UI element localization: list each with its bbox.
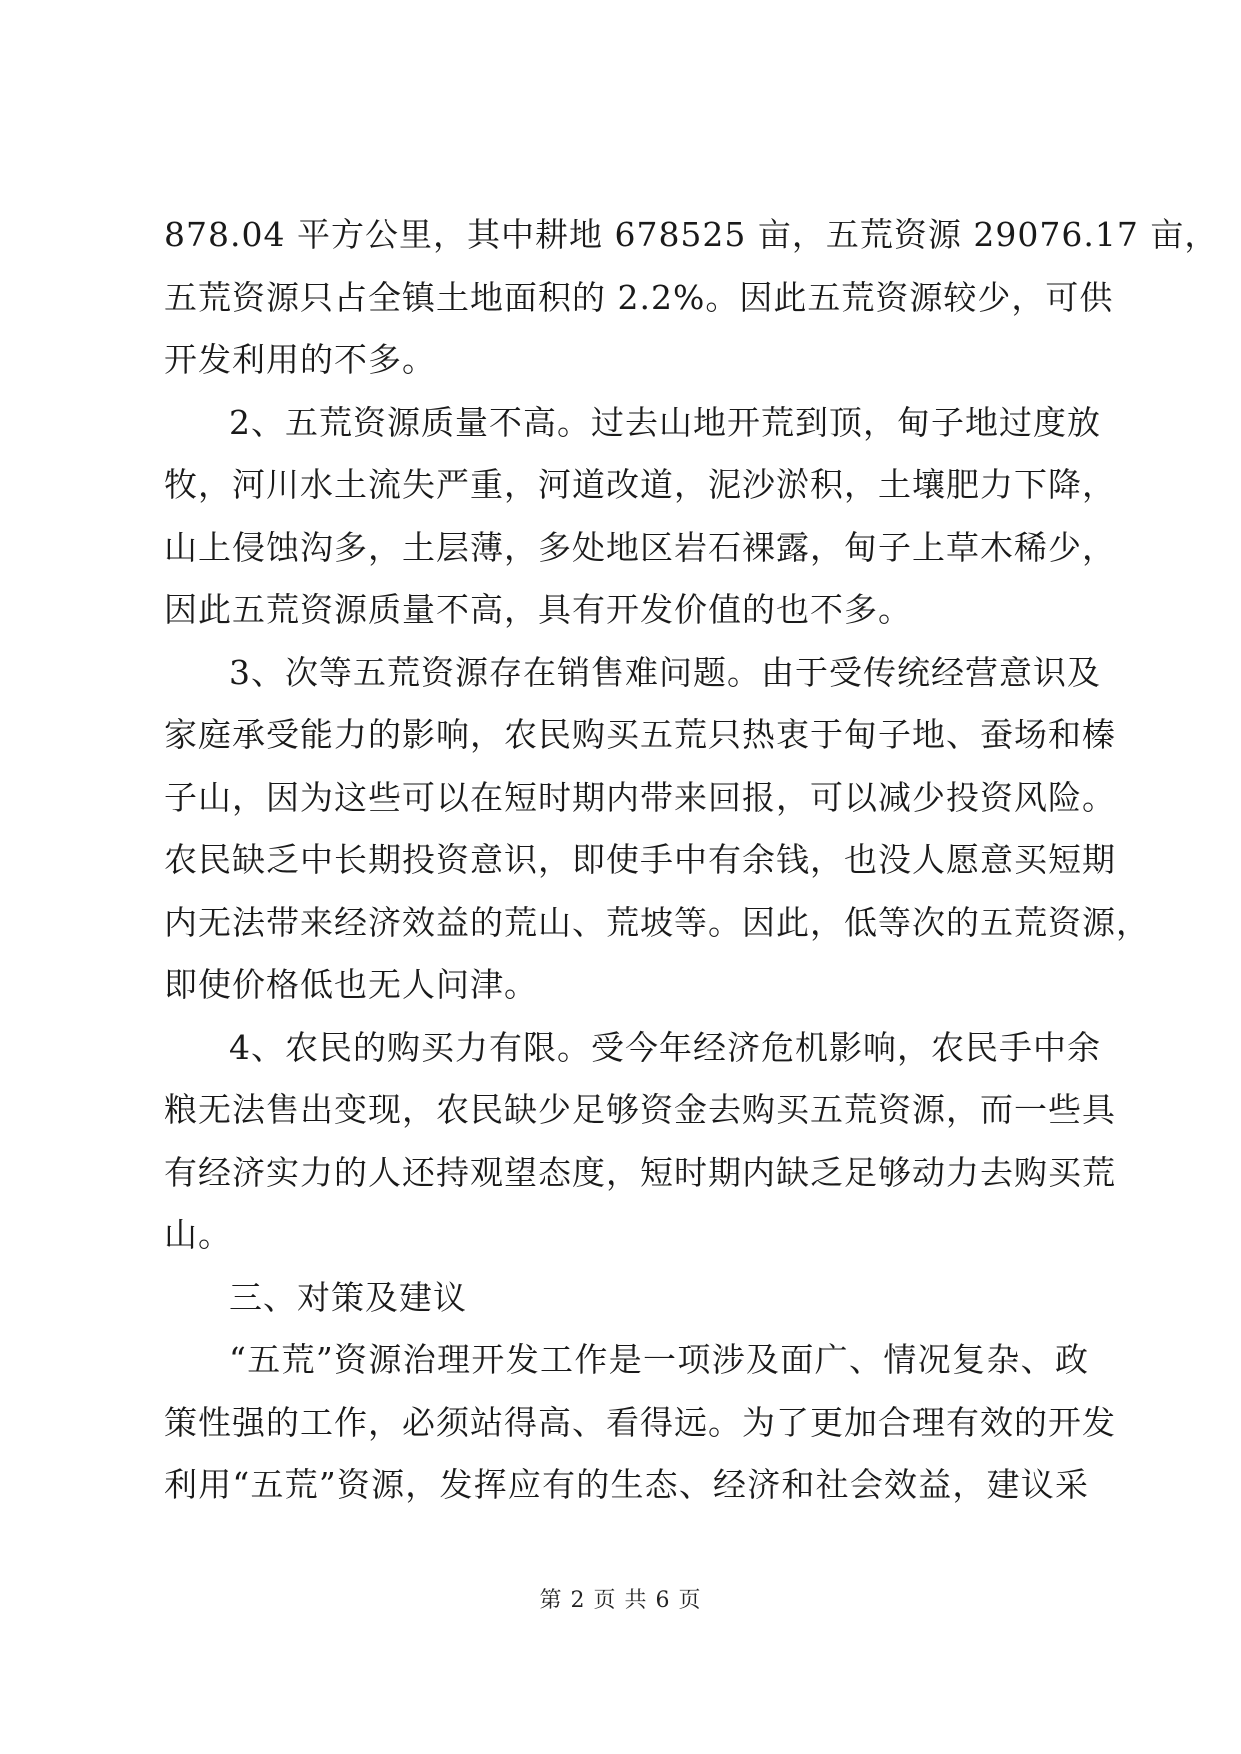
text-line: 家庭承受能力的影响，农民购买五荒只热衷于甸子地、蚕场和榛 (164, 715, 1116, 754)
text-line: 五荒资源只占全镇土地面积的 2.2%。因此五荒资源较少，可供 (164, 278, 1114, 317)
text-line: 子山，因为这些可以在短时期内带来回报，可以减少投资风险。 (164, 778, 1116, 817)
text-line: 粮无法售出变现，农民缺少足够资金去购买五荒资源，而一些具 (164, 1090, 1116, 1129)
text-line: 即使价格低也无人问津。 (164, 965, 538, 1004)
text-line: 4、农民的购买力有限。受今年经济危机影响，农民手中余 (229, 1028, 1101, 1067)
section-heading: 三、对策及建议 (229, 1278, 467, 1317)
text-line: 利用“五荒”资源，发挥应有的生态、经济和社会效益，建议采 (164, 1465, 1089, 1504)
text-line: 开发利用的不多。 (164, 340, 436, 379)
text-line: 山上侵蚀沟多，土层薄，多处地区岩石裸露，甸子上草木稀少， (164, 528, 1116, 567)
text-line: 3、次等五荒资源存在销售难问题。由于受传统经营意识及 (229, 653, 1101, 692)
text-line: 因此五荒资源质量不高，具有开发价值的也不多。 (164, 590, 912, 629)
text-line: 878.04 平方公里，其中耕地 678525 亩，五荒资源 29076.17 亩， (164, 215, 1219, 254)
text-line: 有经济实力的人还持观望态度，短时期内缺乏足够动力去购买荒 (164, 1153, 1116, 1192)
text-line: 2、五荒资源质量不高。过去山地开荒到顶，甸子地过度放 (229, 403, 1101, 442)
text-line: 牧，河川水土流失严重，河道改道，泥沙淤积，土壤肥力下降， (164, 465, 1116, 504)
text-line: 内无法带来经济效益的荒山、荒坡等。因此，低等次的五荒资源， (164, 903, 1150, 942)
text-line: 农民缺乏中长期投资意识，即使手中有余钱，也没人愿意买短期 (164, 840, 1116, 879)
text-line: 山。 (164, 1215, 232, 1254)
text-line: 策性强的工作，必须站得高、看得远。为了更加合理有效的开发 (164, 1403, 1116, 1442)
text-line: “五荒”资源治理开发工作是一项涉及面广、情况复杂、政 (229, 1340, 1089, 1379)
page-footer: 第 2 页 共 6 页 (539, 1588, 702, 1613)
